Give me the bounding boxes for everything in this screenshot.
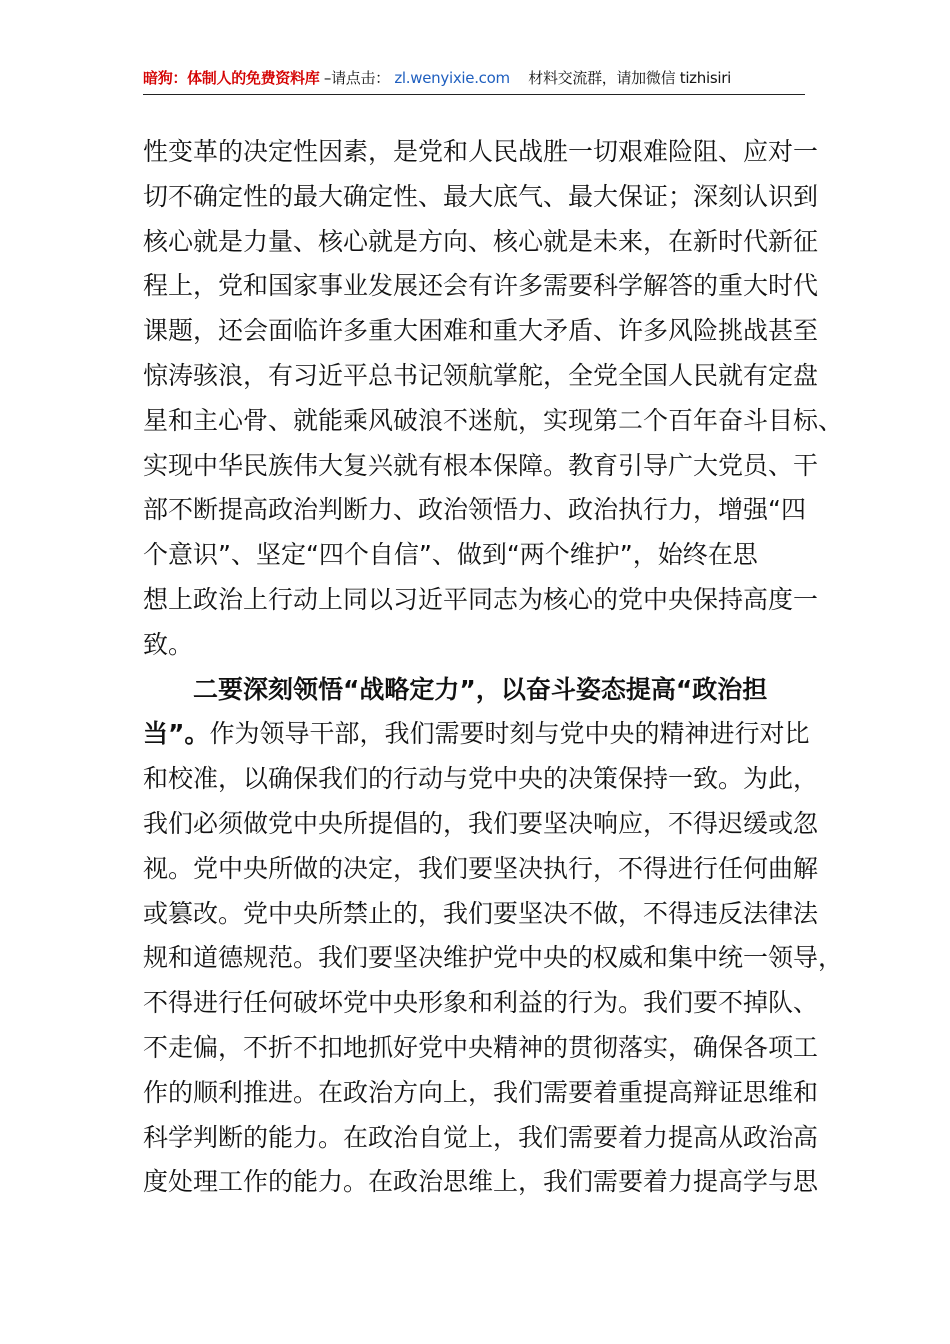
paragraph1-line: 惊涛骇浪，有习近平总书记领航掌舵，全党全国人民就有定盘 [143,360,819,390]
paragraph2-line: 科学判断的能力。在政治自觉上，我们需要着力提高从政治高 [143,1122,819,1152]
paragraph2-line [143,712,823,757]
paragraph2-line-rest: 作为领导干部，我们需要时刻与党中央的精神进行对比 [209,719,810,749]
paragraph2-heading-end: 当”。 [143,719,210,749]
header-prompt: –请点击： [323,69,390,87]
paragraph2-heading: 二要深刻领悟“战略定力”，以奋斗姿态提高“政治担 [193,674,768,704]
header-brand: 暗狗：体制人的免费资料库 [143,69,320,87]
paragraph1-line: 切不确定性的最大确定性、最大底气、最大保证；深刻认识到 [143,181,819,211]
paragraph1-line: 实现中华民族伟大复兴就有根本保障。教育引导广大党员、干 [143,450,819,480]
paragraph2-line: 我们必须做党中央所提倡的，我们要坚决响应，不得迟缓或忽 [143,808,819,838]
paragraph1-line: 想上政治上行动上同以习近平同志为核心的党中央保持高度一 [143,584,819,614]
paragraph2-line: 视。党中央所做的决定，我们要坚决执行，不得进行任何曲解 [143,853,819,883]
paragraph1-line: 核心就是力量、核心就是方向、核心就是未来，在新时代新征 [143,226,819,256]
paragraph2-line: 和校准，以确保我们的行动与党中央的决策保持一致。为此， [143,764,819,794]
page-header [143,66,805,95]
paragraph1-line: 程上，党和国家事业发展还会有许多需要科学解答的重大时代 [143,271,819,301]
paragraph1-line: 致。 [143,629,194,659]
header-url-link[interactable]: zl.wenyixie.com [394,69,510,87]
paragraph2-line: 作的顺利推进。在政治方向上，我们需要着重提高辩证思维和 [143,1077,819,1107]
paragraph1-line: 部不断提高政治判断力、政治领悟力、政治执行力，增强“四 [143,495,806,525]
document-body [143,130,844,1205]
paragraph1-line: 星和主心骨、就能乘风破浪不迷航，实现第二个百年奋斗目标、 [143,405,844,435]
paragraph1-line: 课题，还会面临许多重大困难和重大矛盾、许多风险挑战甚至 [143,316,819,346]
header-group-info: 材料交流群，请加微信 tizhisiri [528,69,731,87]
paragraph1-line: 性变革的决定性因素，是党和人民战胜一切艰难险阻、应对一 [143,137,819,166]
paragraph2-line: 不走偏，不折不扣地抓好党中央精神的贯彻落实，确保各项工 [143,1032,819,1062]
paragraph2-line: 规和道德规范。我们要坚决维护党中央的权威和集中统一领导， [143,943,844,973]
paragraph2-line: 不得进行任何破坏党中央形象和利益的行为。我们要不掉队、 [143,988,819,1018]
paragraph1-line: 个意识”、坚定“四个自信”、做到“两个维护”，始终在思 [143,540,758,570]
paragraph2-line: 或篡改。党中央所禁止的，我们要坚决不做，不得违反法律法 [143,898,819,928]
paragraph2-line: 度处理工作的能力。在政治思维上，我们需要着力提高学与思 [143,1167,819,1197]
